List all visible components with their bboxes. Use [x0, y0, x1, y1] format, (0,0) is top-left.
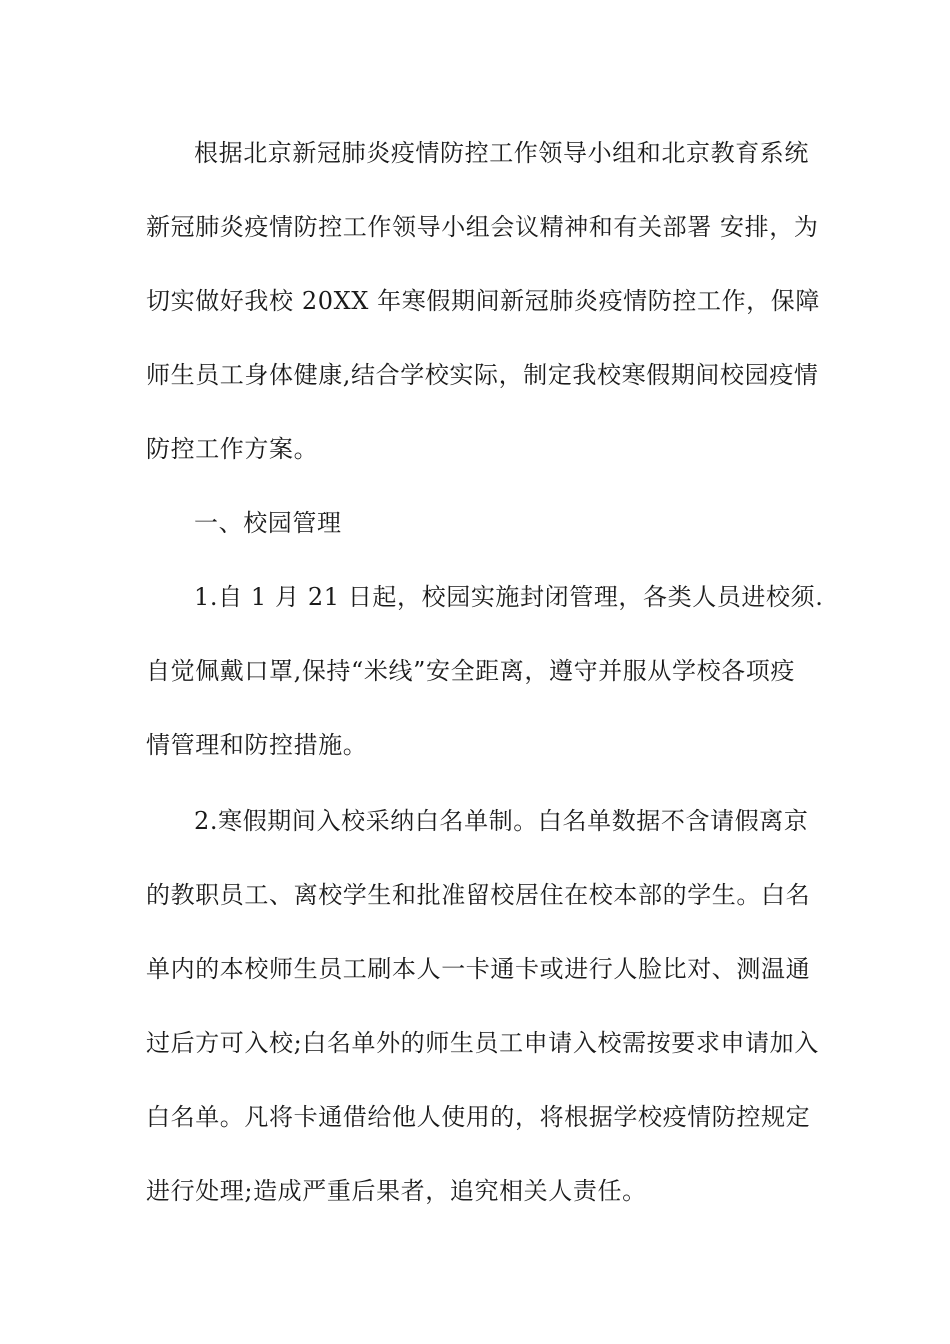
- section-heading: 一、校园管理: [194, 509, 342, 537]
- paragraph-1-line-5: 防控工作方案。: [146, 435, 319, 463]
- paragraph-1-line-3: 切实做好我校 20XX 年寒假期间新冠肺炎疫情防控工作，保障: [146, 287, 820, 315]
- paragraph-4-line-3: 单内的本校师生员工刷本人一卡通卡或进行人脸比对、测温通: [146, 955, 811, 983]
- paragraph-1-line-4: 师生员工身体健康,结合学校实际，制定我校寒假期间校园疫情: [146, 361, 819, 389]
- paragraph-3-line-3: 情管理和防控措施。: [146, 731, 368, 759]
- paragraph-4-line-6: 进行处理;造成严重后果者，追究相关人责任。: [146, 1177, 647, 1205]
- paragraph-1-line-2: 新冠肺炎疫情防控工作领导小组会议精神和有关部署 安排，为: [146, 213, 819, 241]
- paragraph-4-line-1: 2.寒假期间入校采纳白名单制。白名单数据不含请假离京: [194, 807, 809, 835]
- paragraph-3-line-2: 自觉佩戴口罩,保持“米线”安全距离，遵守并服从学校各项疫: [146, 657, 795, 685]
- paragraph-3-line-1: 1.自 1 月 21 日起，校园实施封闭管理，各类人员进校须.: [194, 583, 824, 611]
- paragraph-1-line-1: 根据北京新冠肺炎疫情防控工作领导小组和北京教育系统: [194, 139, 809, 167]
- paragraph-4-line-4: 过后方可入校;白名单外的师生员工申请入校需按要求申请加入: [146, 1029, 819, 1057]
- paragraph-4-line-2: 的教职员工、离校学生和批准留校居住在校本部的学生。白名: [146, 881, 811, 909]
- paragraph-4-line-5: 白名单。凡将卡通借给他人使用的，将根据学校疫情防控规定: [146, 1103, 811, 1131]
